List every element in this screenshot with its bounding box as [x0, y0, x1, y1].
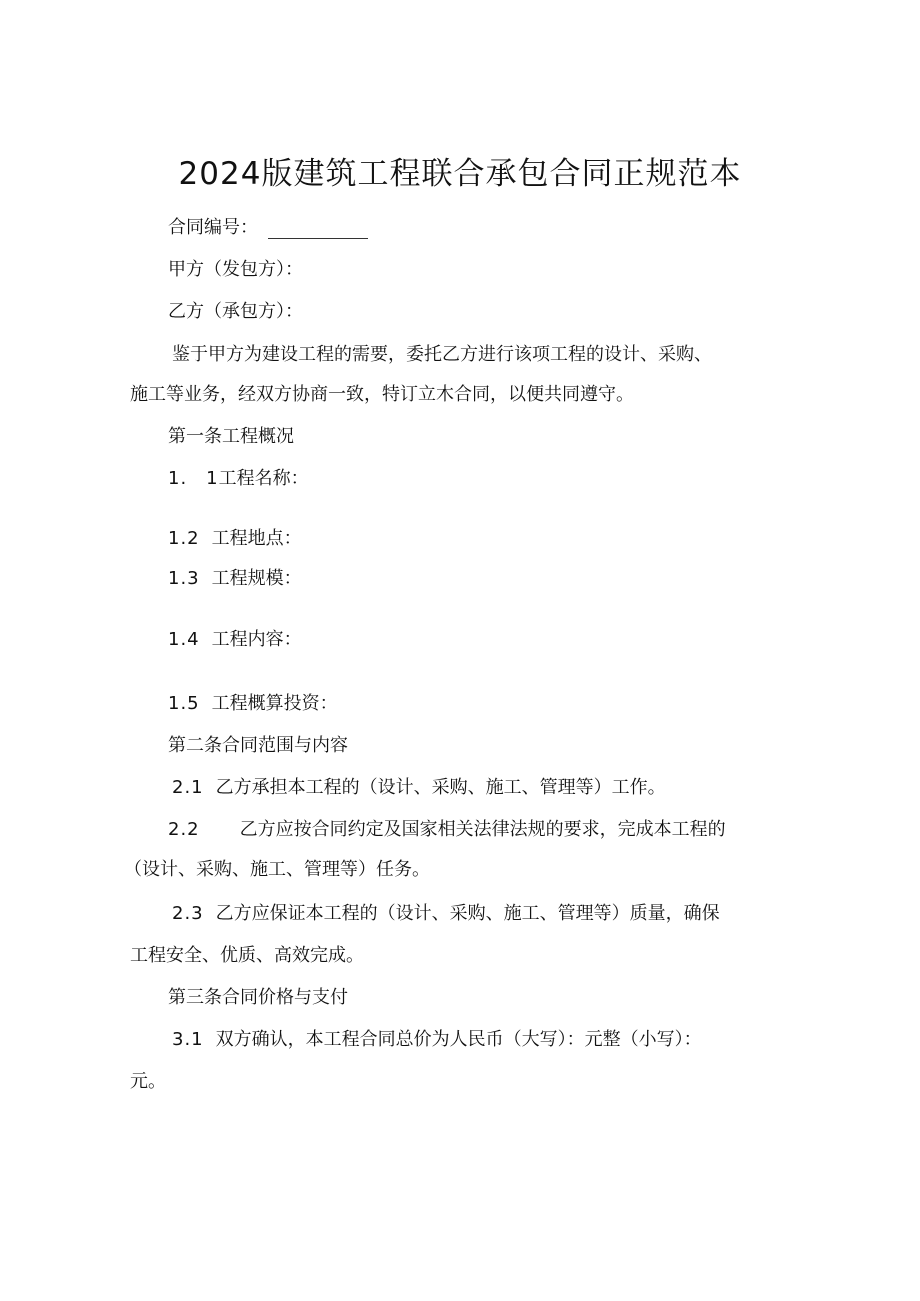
item-number: 2.3 [172, 903, 204, 924]
item-number: 2.1 [172, 777, 204, 798]
item-number: 3.1 [172, 1029, 204, 1050]
item-text: 乙方承担本工程的（设计、采购、施工、管理等）工作。 [215, 777, 666, 798]
document-title: 2024版建筑工程联合承包合同正规范本 [178, 156, 742, 192]
article-1-item-2 [168, 524, 302, 554]
intro-line-1: 鉴于甲方为建设工程的需要，委托乙方进行该项工程的设计、采购、 [172, 344, 712, 365]
party-a-line: 甲方（发包方）： [168, 259, 303, 280]
article-2-heading: 第二条合同范围与内容 [168, 735, 348, 756]
item-text: 工程内容： [211, 629, 302, 650]
article-2-item-2-continued: （设计、采购、施工、管理等）任务。 [124, 859, 430, 880]
item-text: 工程地点： [211, 528, 302, 549]
contract-number-line [168, 213, 368, 243]
item-number: 2.2 [168, 819, 200, 840]
article-3-heading: 第三条合同价格与支付 [168, 987, 348, 1008]
article-2-item-2 [168, 815, 726, 845]
item-number: 1.2 [168, 528, 200, 549]
item-text: 工程概算投资： [211, 693, 338, 714]
article-2-item-3-continued: 工程安全、优质、高效完成。 [130, 945, 364, 966]
article-3-item-1-continued: 元。 [130, 1071, 166, 1092]
article-1-item-3 [168, 564, 302, 594]
article-2-item-3 [172, 899, 720, 929]
item-number: 1.5 [168, 693, 200, 714]
item-text: 工程规模： [211, 568, 302, 589]
article-1-item-4 [168, 625, 302, 655]
item-text: 双方确认，本工程合同总价为人民币（大写）：元整（小写）： [215, 1029, 702, 1050]
item-text: 乙方应保证本工程的（设计、采购、施工、管理等）质量，确保 [215, 903, 720, 924]
article-3-item-1 [172, 1025, 702, 1055]
item-number: 1.3 [168, 568, 200, 589]
article-2-item-1 [172, 773, 666, 803]
party-b-line: 乙方（承包方）： [168, 301, 303, 322]
article-1-heading: 第一条工程概况 [168, 426, 294, 447]
item-number: 1. 1 [168, 468, 219, 489]
contract-number-blank [268, 218, 368, 239]
item-text: 乙方应按合同约定及国家相关法律法规的要求，完成本工程的 [239, 819, 726, 840]
item-number: 1.4 [168, 629, 200, 650]
contract-number-label: 合同编号： [168, 217, 258, 238]
item-text: 工程名称： [218, 468, 309, 489]
article-1-item-1 [168, 464, 309, 494]
article-1-item-5 [168, 689, 338, 719]
intro-line-2: 施工等业务，经双方协商一致，特订立木合同，以便共同遵守。 [130, 384, 634, 405]
